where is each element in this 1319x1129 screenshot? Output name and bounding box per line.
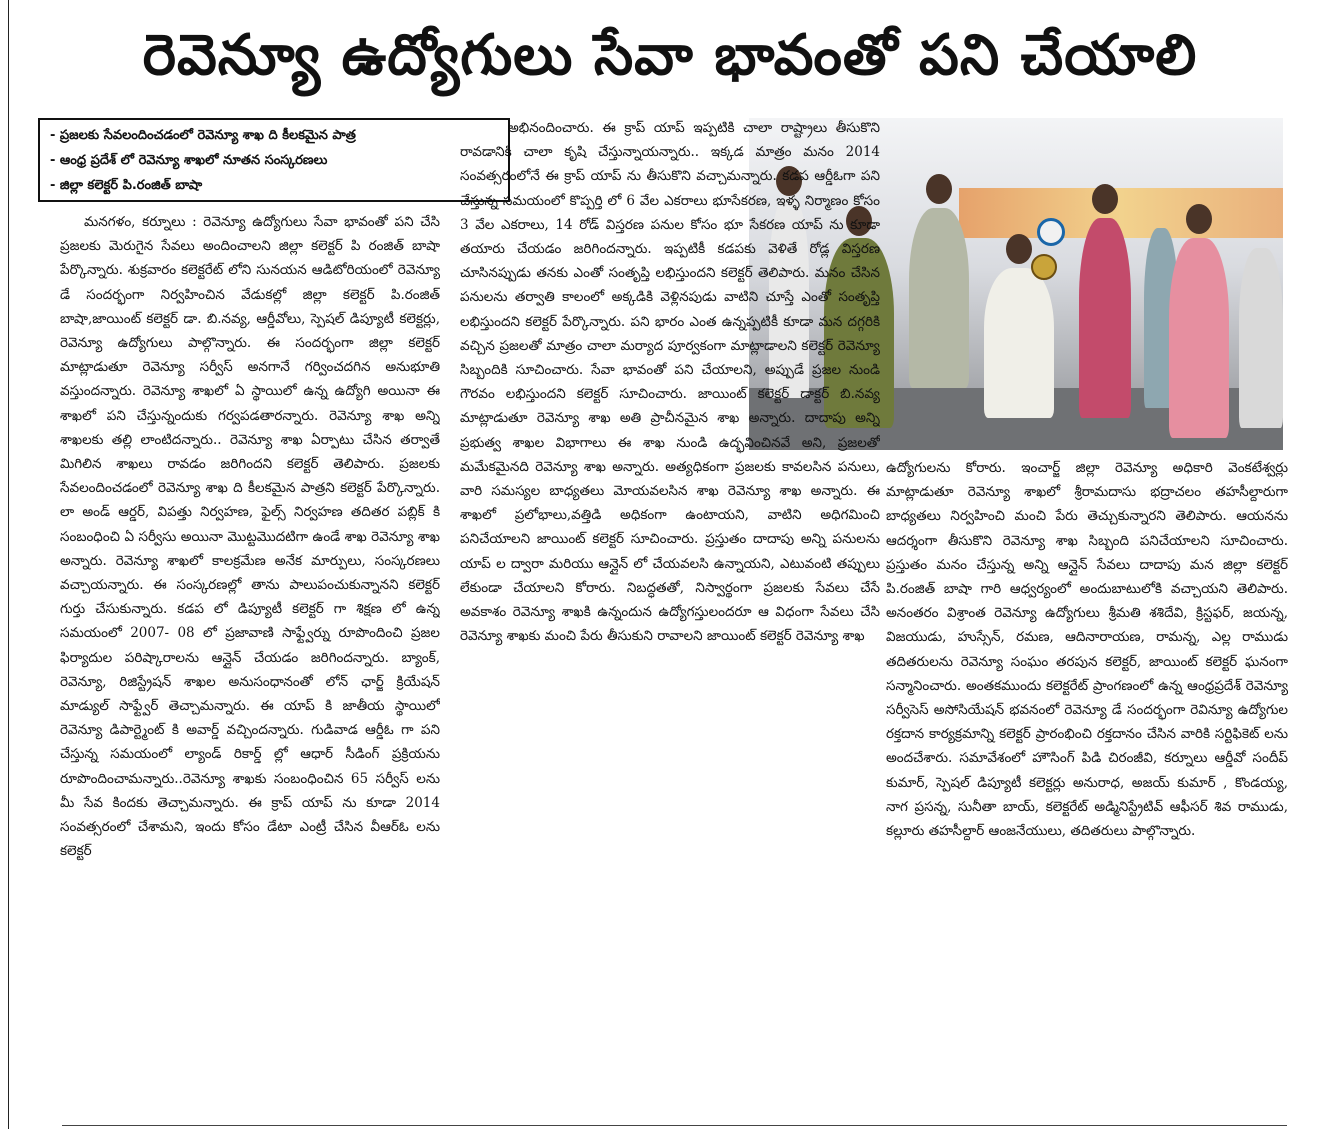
article-text: అభినందించారు. ఈ క్రాప్ యాప్ ఇప్పటికి చాలా రాష్ట్రాలు తీసుకొని రావడానికి చాలా కృషి చేస్తున్నాయన్నారు.. ఇక్కడ మాత్రం మనం 2014 సంవత్సరంలోనే ఈ క్రాప్ యాప్ ను తీసుకొని వచ్చామన్నారు. కడప ఆర్డీఓగా పని చేస్తున్న సమయంలో కొప్పర్తి లో 6 వేల ఎకరాలు భూసేకరణ, ఇళ్ళ నిర్మాణం కోసం 3 వేల ఎకరాలు, 14 రోడ్ విస్తరణ పనుల కోసం భూ సేకరణ యాప్ ను కూడా తయారు చేయడం జరిగిందన్నారు. ఇప్పటికీ కడపకు వెళితే రోడ్ల విస్తరణ చూసినప్పుడు తనకు ఎంతో సంతృప్తి లభిస్తుందని కలెక్టర్ తెలిపారు. మనం చేసిన పనులను తర్వాతి కాలంలో అక్కడికి వెళ్లినపుడు వాటిని చూస్తే ఎంతో సంతృప్తి లభిస్తుందని కలెక్టర్ పేర్కొన్నారు. పని భారం ఎంత ఉన్నప్పటికీ కూడా మన దగ్గరికి వచ్చిన ప్రజలతో మాత్రం చాలా మర్యాద పూర్వకంగా మాట్లాడాలని కలెక్టర్ రెవెన్యూ సిబ్బందికి సూచించారు. సేవా భావంతో పని చేయాలని, అప్పుడే ప్రజల నుండి గౌరవం లభిస్తుందని కలెక్టర్ సూచించారు. జాయింట్ కలెక్టర్ డాక్టర్ బి.నవ్య మాట్లాడుతూ రెవెన్యూ శాఖ అతి ప్రాచీనమైన శాఖ అన్నారు. దాదాపు అన్ని ప్రభుత్వ శాఖల విభాగాలు ఈ శాఖ నుండి ఉద్భవించినవే అని, ప్రజలతో మమేకమైనది రెవెన్యూ శాఖ అన్నారు. అత్యధికంగా ప్రజలకు కావలసిన పనులు, వారి సమస్యల బాధ్యతలు మోయవలసిన శాఖ రెవెన్యూ శాఖ అన్నారు. ఈ శాఖలో ప్రలోభాలు,వత్తిడి అధికంగా ఉంటాయని, వాటిని అధిగమించి పనిచేయాలని జాయింట్ కలెక్టర్ సూచించారు. ప్రస్తుతం దాదాపు అన్ని పనులను యాప్ ల ద్వారా మరియు ఆన్లైన్ లో చేయవలసి ఉన్నాయని, ఎటువంటి తప్పులు లేకుండా చేయాలని కోరారు. నిబద్ధతతో, నిస్వార్థంగా ప్రజలకు సేవలు చేసే అవకాశం రెవెన్యూ శాఖకి ఉన్నందున ఉద్యోగస్తులందరూ ఆ విధంగా సేవలు చేసి రెవెన్యూ శాఖకు మంచి పేరు తీసుకుని రావాలని జాయింట్ కలెక్టర్ రెవెన్యూ శాఖ xyxy=(460,120,880,645)
photo-person xyxy=(909,208,969,388)
photo-person xyxy=(984,268,1054,418)
article-text: మనగళం, కర్నూలు : రెవెన్యూ ఉద్యోగులు సేవా భావంతో పని చేసి ప్రజలకు మెరుగైన సేవలు అందించాలని జిల్లా కలెక్టర్ పి రంజిత్ బాషా పేర్కొన్నారు. శుక్రవారం కలెక్టరేట్ లోని సునయన ఆడిటోరియంలో రెవెన్యూ డే సందర్భంగా నిర్వహించిన వేడుకల్లో జిల్లా కలెక్టర్ పి.రంజిత్ బాషా,జాయింట్ కలెక్టర్ డా. బి.నవ్య, ఆర్డీవోలు, స్పెషల్ డిప్యూటీ కలెక్టర్లు, రెవెన్యూ ఉద్యోగులు పాల్గొన్నారు. ఈ సందర్భంగా జిల్లా కలెక్టర్ మాట్లాడుతూ రెవెన్యూ సర్వీస్ అనగానే గర్వించదగిన అనుభూతి వస్తుందన్నారు. రెవెన్యూ శాఖలో ఏ స్థాయిలో ఉన్న ఉద్యోగి అయినా ఈ శాఖలో పని చేస్తున్నందుకు గర్వపడతారన్నారు. రెవెన్యూ శాఖ అన్ని శాఖలకు తల్లి లాంటిదన్నారు.. రెవెన్యూ శాఖ ఏర్పాటు చేసిన తర్వాతే మిగిలిన శాఖలు రావడం జరిగిందని కలెక్టర్ తెలిపారు. ప్రజలకు సేవలందించడంలో రెవెన్యూ శాఖ ది కీలకమైన పాత్రని కలెక్టర్ పేర్కొన్నారు. లా అండ్ ఆర్డర్, విపత్తు నిర్వహణ, ఫైల్స్ నిర్వహణ తదితర పబ్లిక్ కి సంబంధించి ఏ సర్వీసు అయినా మొట్టమొదటిగా ఉండే శాఖ రెవెన్యూ శాఖ అన్నారు. రెవెన్యూ శాఖలో కాలక్రమేణ అనేక మార్పులు, సంస్కరణలు వచ్చాయన్నారు. ఈ సంస్కరణల్లో తాను పాలుపంచుకున్నానని కలెక్టర్ గుర్తు చేసుకున్నారు. కడప లో డిప్యూటీ కలెక్టర్ గా శిక్షణ లో ఉన్న సమయంలో 2007- 08 లో ప్రజావాణి సాఫ్ట్వేర్ను రూపొందించి ప్రజల ఫిర్యాదుల పరిష్కారాలను ఆన్లైన్ చేయడం జరిగిందన్నారు. బ్యాంక్, రెవెన్యూ, రిజిస్ట్రేషన్ శాఖల అనుసంధానంతో లోన్ ఛార్జ్ క్రియేషన్ మాడ్యుల్ సాఫ్ట్వేర్ తెచ్చామన్నారు. ఈ యాప్ కి జాతీయ స్థాయిలో రెవెన్యూ డిపార్ట్మెంట్ కి అవార్డ్ వచ్చిందన్నారు. గుడివాడ ఆర్డీఓ గా పని చేస్తున్న సమయంలో ల్యాండ్ రికార్డ్ ల్లో ఆధార్ సీడింగ్ ప్రక్రియను రూపొందించామన్నారు..రెవెన్యూ శాఖకు సంబంధించిన 65 సర్వీస్ లను మీ సేవ కిందకు తెచ్చామన్నారు. ఈ క్రాప్ యాప్ ను కూడా 2014 సంవత్సరంలో చేశామని, ఇందు కోసం డేటా ఎంట్రీ చేసిన వీఆర్ఓ లను కలెక్టర్ xyxy=(60,214,440,860)
emblem-icon xyxy=(1037,218,1065,246)
headline: రెవెన్యూ ఉద్యోగులు సేవా భావంతో పని చేయాలి xyxy=(142,23,1198,88)
article-column-1 xyxy=(60,210,440,1122)
photo-head xyxy=(1092,184,1118,214)
photo-head xyxy=(1186,204,1212,234)
award-memento-icon xyxy=(1031,254,1057,280)
page-bottom-rule xyxy=(62,1125,1287,1126)
photo-person xyxy=(1169,238,1229,438)
highlights-box xyxy=(38,118,510,202)
article-text: ఉద్యోగులను కోరారు. ఇంచార్జ్ జిల్లా రెవెన్యూ అధికారి వెంకటేశ్వర్లు మాట్లాడుతూ రెవెన్యూ శాఖలో శ్రీరామదాసు భద్రాచలం తహసీల్దారుగా బాధ్యతలు నిర్వహించి మంచి పేరు తెచ్చుకున్నారని తెలిపారు. ఆయనను ఆదర్శంగా తీసుకొని రెవెన్యూ శాఖ సిబ్బంది పనిచేయాలని సూచించారు. ప్రస్తుతం మనం చేస్తున్న అన్ని ఆన్లైన్ సేవలు దాదాపు మన జిల్లా కలెక్టర్ పి.రంజిత్ బాషా గారి ఆధ్వర్యంలో అందుబాటులోకి వచ్చాయని తెలిపారు. అనంతరం విశ్రాంత రెవెన్యూ ఉద్యోగులు శ్రీమతి శశిదేవి, క్రిస్టఫర్, జయన్న, విజయుడు, హుస్సేన్, రమణ, ఆదినారాయణ, రామన్న, ఎల్ల రాముడు తదితరులను రెవెన్యూ సంఘం తరపున కలెక్టర్, జాయింట్ కలెక్టర్ ఘనంగా సన్మానించారు. అంతకముందు కలెక్టరేట్ ప్రాంగణంలో ఉన్న ఆంధ్రప్రదేశ్ రెవెన్యూ సర్వీసెస్ అసోసియేషన్ భవనంలో రెవెన్యూ డే సందర్భంగా రెవిన్యూ ఉద్యోగుల రక్తదాన కార్యక్రమాన్ని కలెక్టర్ ప్రారంభించి రక్తదానం చేసిన వారికి సర్టిఫికెట్ లను అందచేశారు. సమావేశంలో హౌసింగ్ పిడి చిరంజీవి, కర్నూలు ఆర్డీవో సందీప్ కుమార్, స్పెషల్ డిప్యూటీ కలెక్టర్లు అనురాధ, అజయ్ కుమార్ , కొండయ్య, నాగ ప్రసన్న, సునీతా బాయ్, కలెక్టరేట్ అడ్మినిస్ట్రేటివ్ ఆఫీసర్ శివ రాముడు, కల్లూరు తహసీల్దార్ ఆంజనేయులు, తదితరులు పాల్గొన్నారు. xyxy=(886,460,1288,840)
photo-head xyxy=(1006,234,1032,264)
highlight-item: - ప్రజలకు సేవలందించడంలో రెవెన్యూ శాఖ ది కీలకమైన పాత్ర xyxy=(50,128,356,143)
highlight-item: - ఆంధ్ర ప్రదేశ్ లో రెవెన్యూ శాఖలో నూతన సంస్కరణలు xyxy=(50,153,328,168)
page-left-rule xyxy=(8,0,9,1129)
photo-head xyxy=(926,174,952,204)
photo-person xyxy=(1079,218,1131,418)
photo-person xyxy=(1239,248,1283,428)
article-column-2 xyxy=(460,116,880,1122)
article-column-3 xyxy=(886,456,1288,1122)
highlight-item: - జిల్లా కలెక్టర్ పి.రంజిత్ బాషా xyxy=(50,178,203,193)
